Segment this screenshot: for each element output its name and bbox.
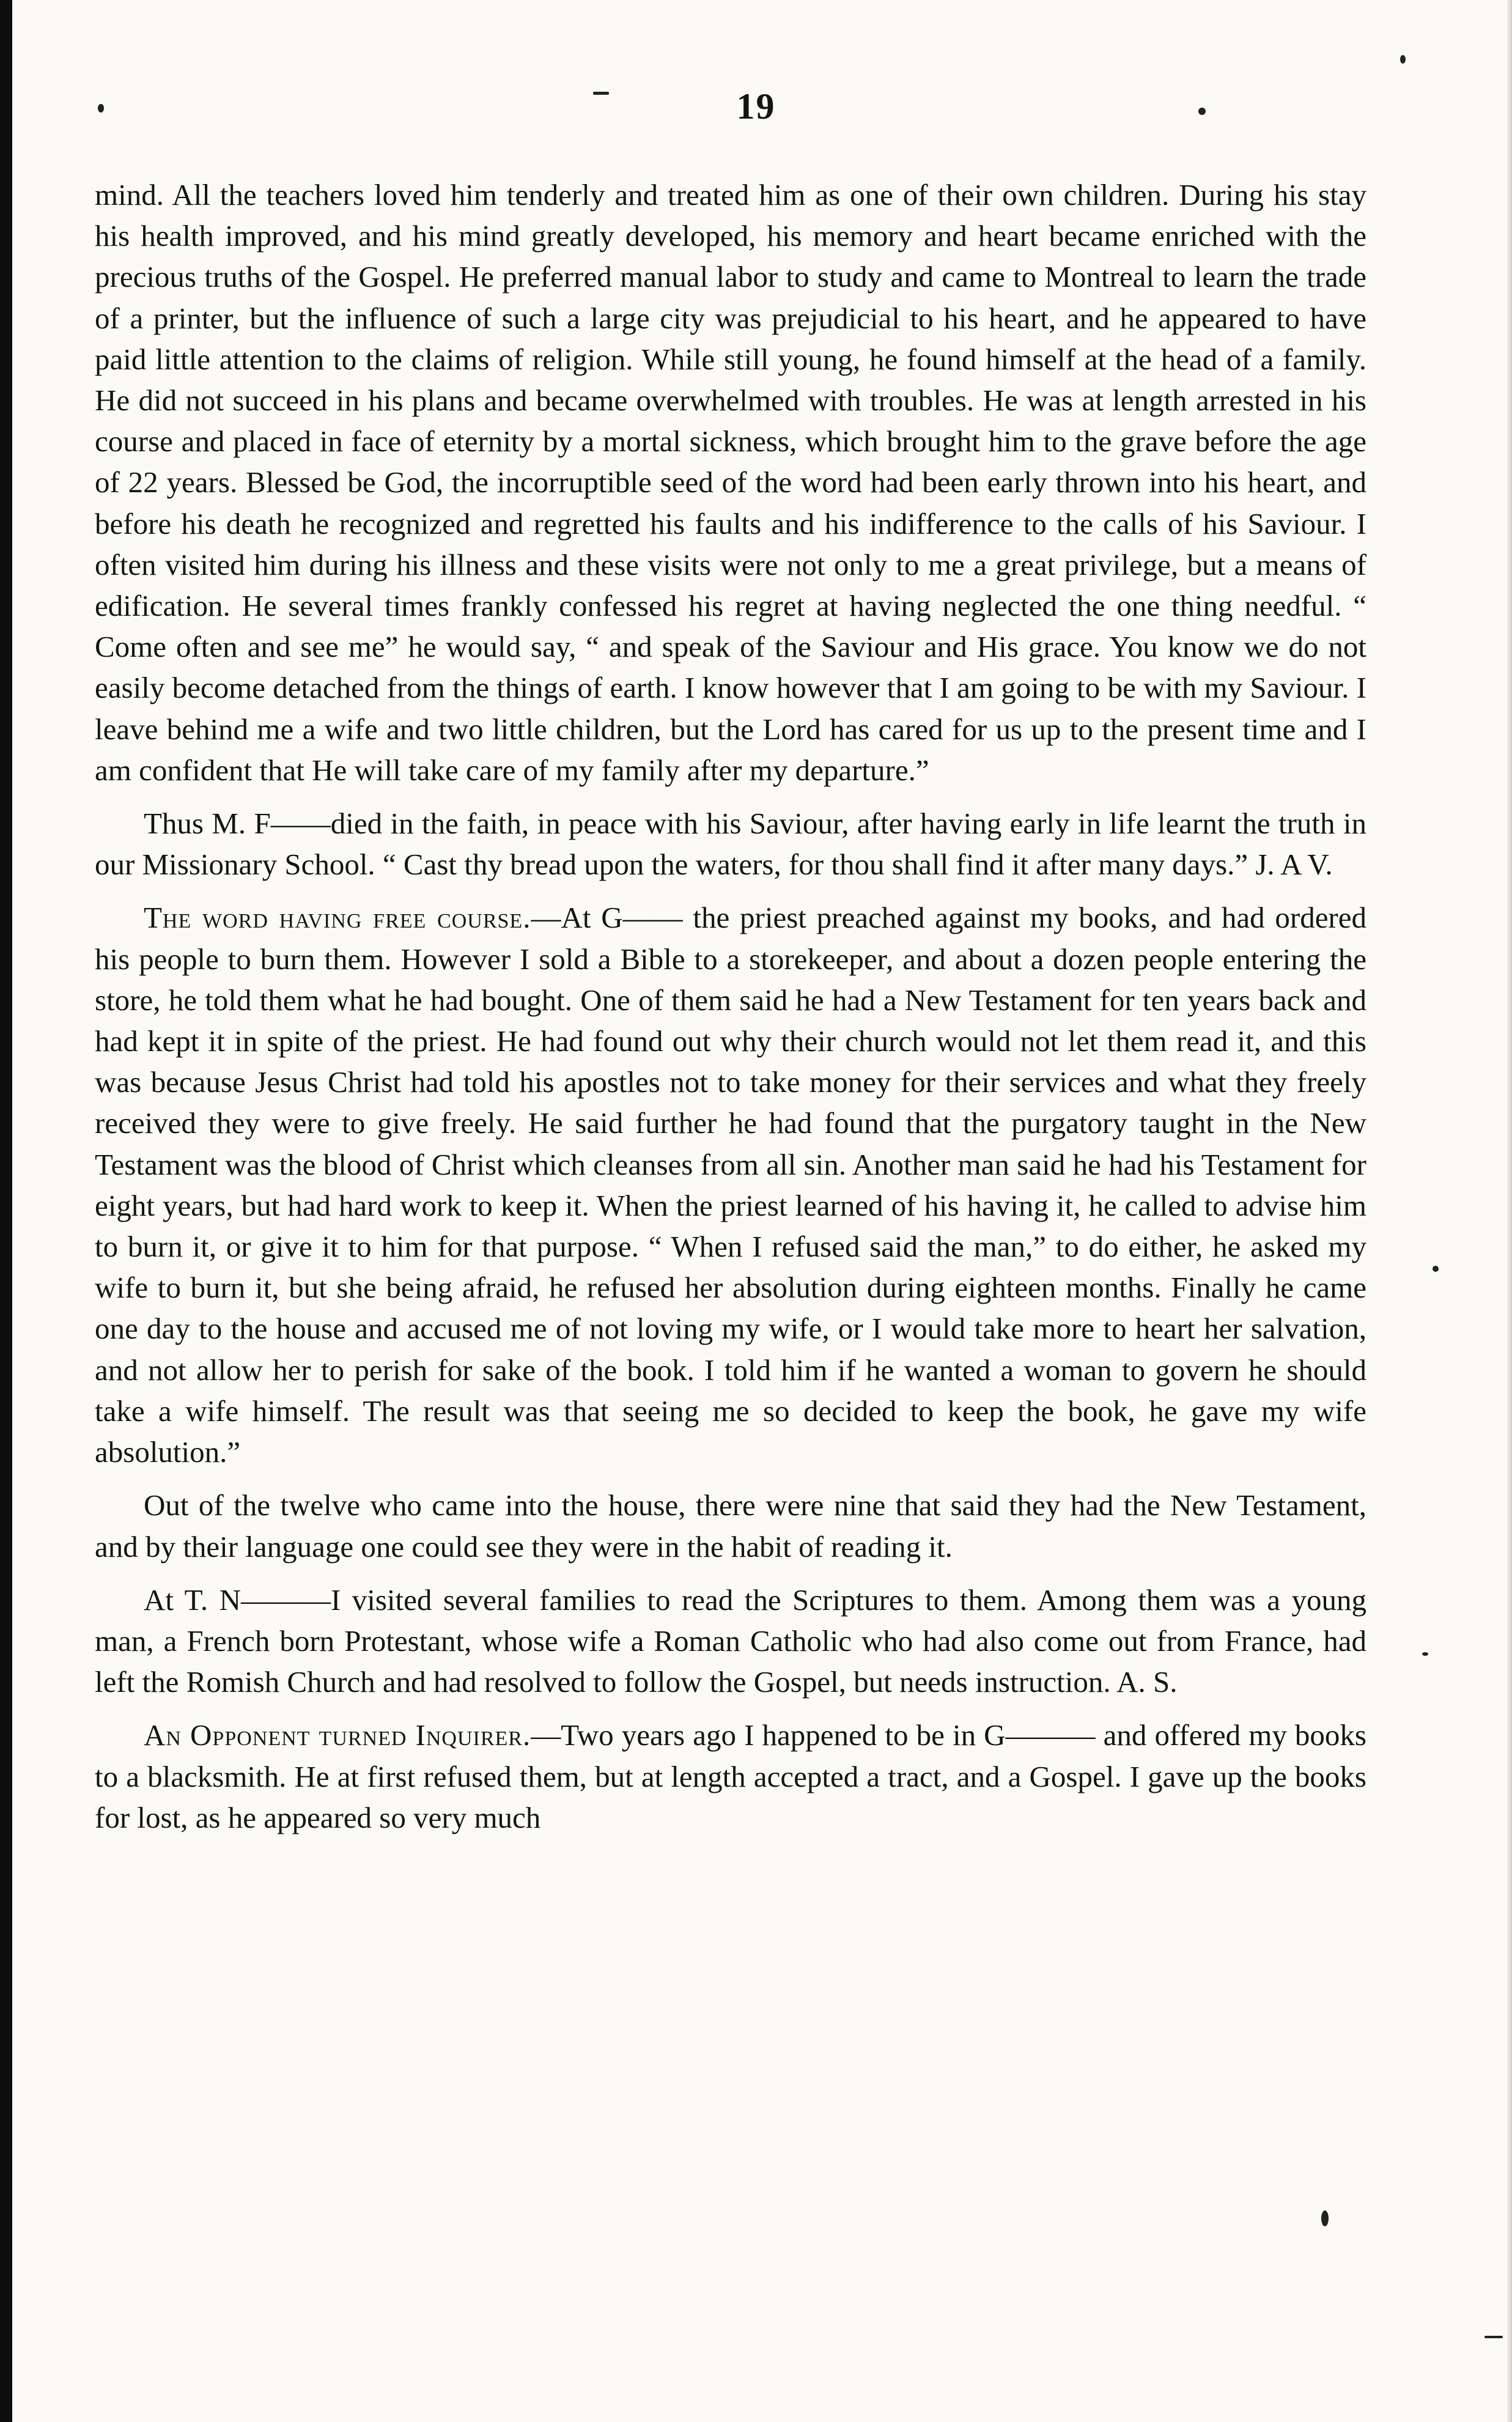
body-text (95, 174, 1366, 1850)
print-speck (1321, 2210, 1329, 2226)
paragraph-text: Thus M. F——died in the faith, in peace with his Saviour, after having early in life learnt the truth in our Missionary School. “ Cast thy bread upon the waters, for thou shall find it after many days.” J. A V. (95, 807, 1366, 882)
paragraph-text: At T. N———I visited several families to read the Scriptures to them. Among them was a young man, a French born Protestant, whose wife a Roman Catholic who had also come out from France, had left the Romish Church and had resolved to follow the Gospel, but needs instruction. A. S. (95, 1582, 1366, 1699)
print-speck (1422, 1652, 1428, 1656)
paragraph-text: —Two years ago I happened to be in G——— and offered my books to a blacksmith. He at first refused them, but at length accepted a tract, and a Gospel. I gave up the books for lost, as he appeared so very much (95, 1718, 1366, 1834)
paragraph-text: Out of the twelve who came into the house, there were nine that said they had the New Testament, and by their language one could see they were in the habit of reading it. (95, 1488, 1366, 1564)
paragraph-closing (95, 803, 1366, 885)
print-speck (98, 104, 104, 113)
paragraph-twelve-visitors (95, 1485, 1366, 1567)
paragraph-word-free-course (95, 897, 1366, 1472)
paragraph-t-n-visit (95, 1579, 1366, 1703)
print-speck (1484, 2336, 1503, 2338)
section-heading: An Opponent turned Inquirer. (144, 1718, 531, 1752)
print-speck (593, 92, 609, 95)
page-number: 19 (736, 86, 776, 127)
print-speck (1433, 1266, 1439, 1272)
page-right-edge (1507, 0, 1512, 2422)
paragraph-continuation (95, 174, 1366, 791)
print-speck (1400, 55, 1406, 64)
paragraph-text: —At G—— the priest preached against my books, and had ordered his people to burn them. However I sold a Bible to a storekeeper, and about a dozen people entering the store, he told them what he had bought. One of them said he had a New Testament for ten years back and had kept it in spite of the priest. He had found out why their church would not let them read it, and this was because Jesus Christ had told his apostles not to take money for their services and what they freely received they were to give freely. He said further he had found that the purgatory taught in the New Testament was the blood of Christ which cleanses from all sin. Another man said he had his Testament for eight years, but had hard work to keep it. When the priest learned of his having it, he called to advise him to burn it, or give it to him for that purpose. “ When I refused said the man,” to do either, he asked my wife to burn it, but she being afraid, he refused her absolution during eighteen months. Finally he came one day to the house and accused me of not loving my wife, or I would take more to heart her salvation, and not allow her to perish for sake of the book. I told him if he wanted a woman to govern he should take a wife himself. The result was that seeing me so decided to keep the book, he gave my wife absolution.” (95, 901, 1367, 1469)
print-speck (1198, 108, 1206, 115)
paragraph-opponent-inquirer (95, 1715, 1366, 1838)
page-binding-edge (0, 0, 12, 2422)
paragraph-text: mind. All the teachers loved him tenderly and treated him as one of their own children. During his stay his health improved, and his mind greatly developed, his memory and heart became enriched with the precious truths of the Gospel. He preferred manual labor to study and came to Montreal to learn the trade of a printer, but the influence of such a large city was prejudicial to his heart, and he appeared to have paid little attention to the claims of religion. While still young, he found himself at the head of a family. He did not succeed in his plans and became overwhelmed with troubles. He was at length arrested in his course and placed in face of eternity by a mortal sickness, which brought him to the grave before the age of 22 years. Blessed be God, the incorruptible seed of the word had been early thrown into his heart, and before his death he recognized and regretted his faults and his indifference to the calls of his Saviour. I often visited him during his illness and these visits were not only to me a great privilege, but a means of edification. He several times frankly confessed his regret at having neglected the one thing needful. “ Come often and see me” he would say, “ and speak of the Saviour and His grace. You know we do not easily become detached from the things of earth. I know however that I am going to be with my Saviour. I leave behind me a wife and two little children, but the Lord has cared for us up to the present time and I am confident that He will take care of my family after my departure.” (95, 178, 1366, 787)
section-heading: The word having free course. (144, 901, 531, 935)
